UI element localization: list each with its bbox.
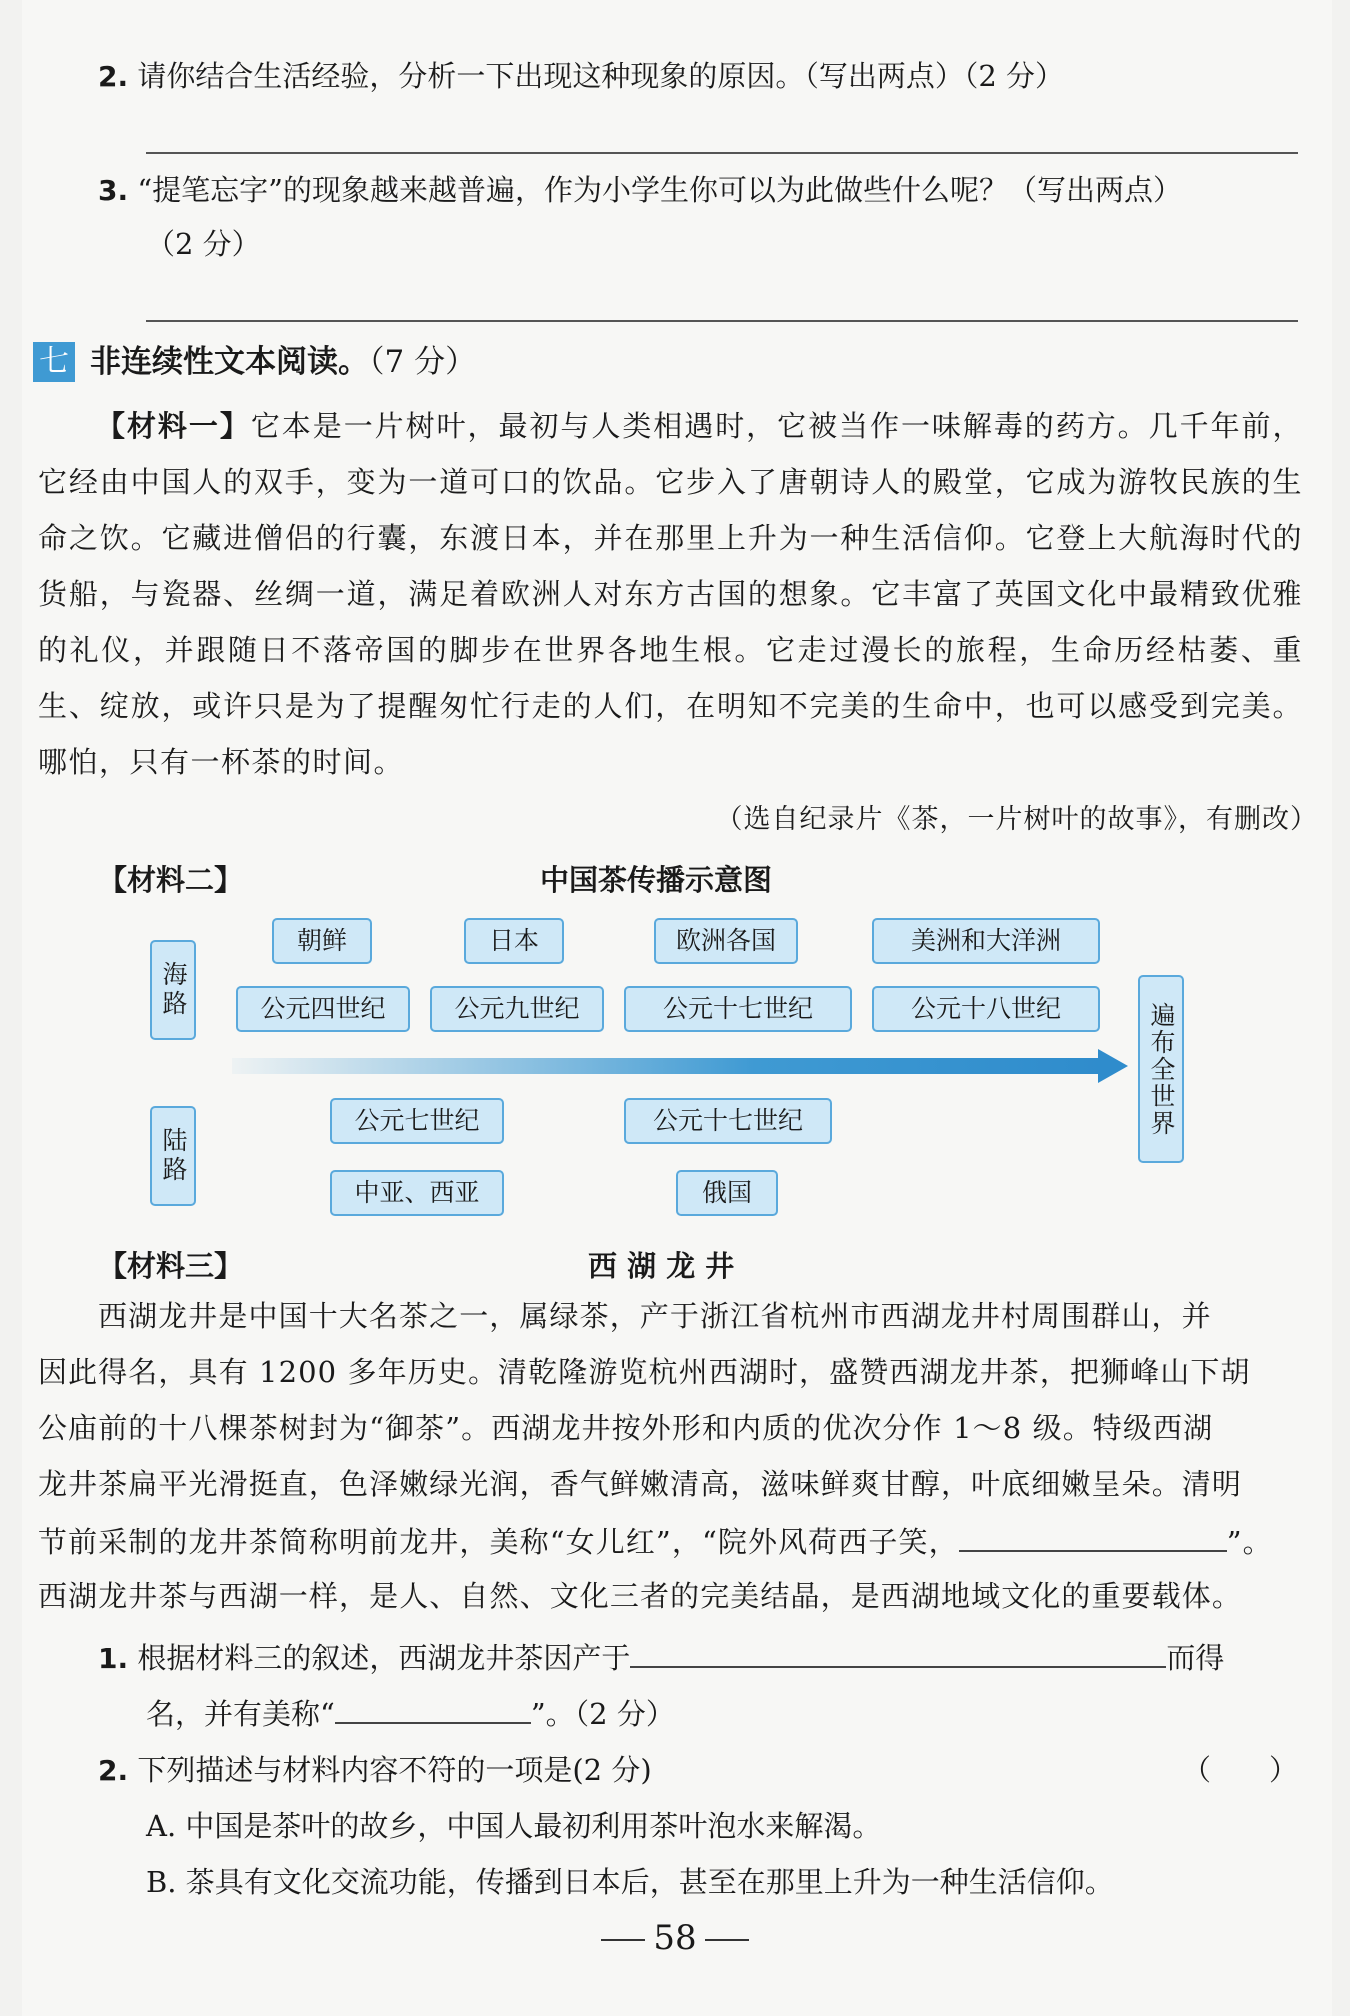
answer-line[interactable] bbox=[146, 320, 1298, 322]
option-a[interactable] bbox=[146, 1806, 881, 1846]
fill-blank[interactable] bbox=[959, 1520, 1227, 1552]
material-3-line5-after: ”。 bbox=[1226, 1525, 1273, 1559]
option-label: B. bbox=[146, 1865, 177, 1899]
question-text: 下列描述与材料内容不符的一项是(2 分) bbox=[137, 1753, 652, 1787]
material-3-line: 因此得名，具有 1200 多年历史。清乾隆游览杭州西湖时，盛赞西湖龙井茶，把狮峰山下胡 bbox=[38, 1355, 1251, 1389]
land-place-box: 俄国 bbox=[676, 1170, 778, 1216]
section-title-text: 非连续性文本阅读。 bbox=[90, 344, 369, 380]
question-text: 名，并有美称“ bbox=[146, 1697, 335, 1731]
question-number: 2. bbox=[98, 60, 129, 93]
option-text: 中国是茶叶的故乡，中国人最初利用茶叶泡水来解渴。 bbox=[185, 1809, 882, 1843]
material-3-line: 公庙前的十八棵茶树封为“御茶”。西湖龙井按外形和内质的优次分作 1～8 级。特级西湖 bbox=[38, 1411, 1214, 1445]
section-title bbox=[90, 340, 476, 384]
material-3-tag: 【材料三】 bbox=[98, 1249, 244, 1283]
question-3-prev bbox=[98, 170, 1182, 211]
fill-blank[interactable] bbox=[335, 1692, 531, 1724]
material-1-paragraph bbox=[38, 398, 1303, 790]
spread-arrow-head bbox=[1098, 1049, 1128, 1083]
sea-time-box: 公元十七世纪 bbox=[624, 986, 852, 1032]
diagram-title: 中国茶传播示意图 bbox=[540, 863, 773, 897]
land-time-box: 公元七世纪 bbox=[330, 1098, 504, 1144]
worldwide-label bbox=[1138, 975, 1184, 1163]
question-2 bbox=[98, 1750, 652, 1791]
land-route-label bbox=[150, 1106, 196, 1206]
answer-line[interactable] bbox=[146, 152, 1298, 154]
material-2-tag: 【材料二】 bbox=[98, 863, 244, 897]
sea-route-label-text: 海路 bbox=[159, 961, 188, 1019]
answer-bracket[interactable]: （ ） bbox=[1182, 1753, 1299, 1787]
question-text-after: 而得 bbox=[1166, 1641, 1225, 1675]
page-number bbox=[0, 1916, 1350, 1960]
fill-blank[interactable] bbox=[630, 1636, 1166, 1668]
material-3-line: 西湖龙井茶与西湖一样，是人、自然、文化三者的完美结晶，是西湖地域文化的重要载体。 bbox=[38, 1579, 1243, 1613]
sea-place-box: 欧洲各国 bbox=[654, 918, 798, 964]
material-3-title: 西 湖 龙 井 bbox=[588, 1249, 735, 1283]
section-badge: 七 bbox=[33, 342, 75, 382]
question-number: 2. bbox=[98, 1754, 129, 1787]
page-number-dash bbox=[705, 1939, 749, 1941]
question-2-prev bbox=[98, 56, 1064, 97]
material-1-source: （选自纪录片《茶，一片树叶的故事》，有删改） bbox=[715, 804, 1318, 835]
question-text: 请你结合生活经验，分析一下出现这种现象的原因。（写出两点）（2 分） bbox=[137, 59, 1065, 93]
sea-route-label bbox=[150, 940, 196, 1040]
question-number: 1. bbox=[98, 1642, 129, 1675]
option-b[interactable] bbox=[146, 1862, 1114, 1902]
land-route-label-text: 陆路 bbox=[159, 1127, 188, 1185]
question-text: “提笔忘字”的现象越来越普遍，作为小学生你可以为此做些什么呢？（写出两点） bbox=[137, 173, 1182, 207]
question-1 bbox=[98, 1636, 1224, 1679]
sea-time-box: 公元四世纪 bbox=[236, 986, 410, 1032]
land-place-box: 中亚、西亚 bbox=[330, 1170, 504, 1216]
option-label: A. bbox=[146, 1809, 177, 1843]
question-3-score: （2 分） bbox=[146, 227, 261, 261]
material-3-line5-before: 节前采制的龙井茶简称明前龙井，美称“女儿红”，“院外风荷西子笑， bbox=[38, 1525, 959, 1559]
question-number: 3. bbox=[98, 174, 129, 207]
page-number-dash bbox=[601, 1939, 645, 1941]
question-text: 根据材料三的叙述，西湖龙井茶因产于 bbox=[137, 1641, 631, 1675]
sea-place-box: 美洲和大洋洲 bbox=[872, 918, 1100, 964]
option-text: 茶具有文化交流功能，传播到日本后，甚至在那里上升为一种生活信仰。 bbox=[185, 1865, 1114, 1899]
sea-place-box: 朝鲜 bbox=[272, 918, 372, 964]
material-3-line: 西湖龙井是中国十大名茶之一，属绿茶，产于浙江省杭州市西湖龙井村周围群山，并 bbox=[98, 1299, 1212, 1333]
sea-place-box: 日本 bbox=[464, 918, 564, 964]
material-3-line: 龙井茶扁平光滑挺直，色泽嫩绿光润，香气鲜嫩清高，滋味鲜爽甘醇，叶底细嫩呈朵。清明 bbox=[38, 1467, 1243, 1501]
material-1-tag: 【材料一】 bbox=[96, 409, 251, 443]
sea-time-box: 公元十八世纪 bbox=[872, 986, 1100, 1032]
spread-arrow-shaft bbox=[232, 1058, 1102, 1074]
section-score: （7 分） bbox=[369, 344, 477, 380]
worldwide-label-text: 遍布全世界 bbox=[1147, 1001, 1176, 1137]
material-3-line bbox=[38, 1520, 1273, 1562]
material-1-text: 它本是一片树叶，最初与人类相遇时，它被当作一味解毒的药方。几千年前，它经由中国人的双手，变为一道可口的饮品。它步入了唐朝诗人的殿堂，它成为游牧民族的生命之饮。它藏进僧侣的行囊，东渡日本，并在那里上升为一种生活信仰。它登上大航海时代的货船，与瓷器、丝绸一道，满足着欧洲人对东方古国的想象。它丰富了英国文化中最精致优雅的礼仪，并跟随日不落帝国的脚步在世界各地生根。它走过漫长的旅程，生命历经枯萎、重生、绽放，或许只是为了提醒匆忙行走的人们，在明知不完美的生命中，也可以感受到完美。哪怕，只有一杯茶的时间。 bbox=[38, 409, 1303, 779]
page-number-value: 58 bbox=[653, 1918, 697, 1958]
question-text-after: ”。（2 分） bbox=[530, 1697, 675, 1731]
question-1-line2 bbox=[146, 1692, 675, 1734]
land-time-box: 公元十七世纪 bbox=[624, 1098, 832, 1144]
sea-time-box: 公元九世纪 bbox=[430, 986, 604, 1032]
